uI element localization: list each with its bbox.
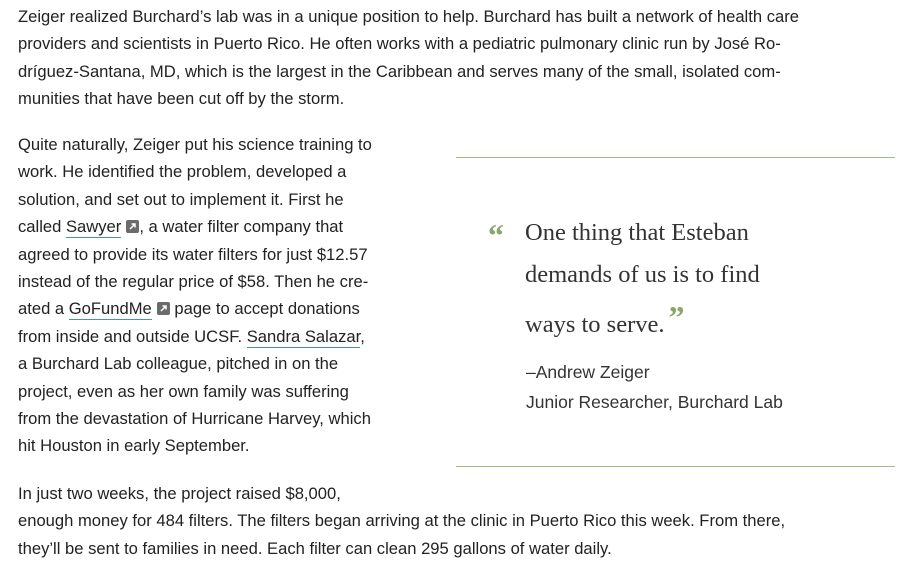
pullquote-bottom-rule xyxy=(456,466,895,467)
text-line: a Burchard Lab colleague, pitched in on the xyxy=(18,354,339,374)
intro-paragraph xyxy=(18,3,903,113)
text-line: solution, and set out to implement it. First he xyxy=(18,189,344,209)
text-line: they’ll be sent to families in need. Each filter can clean 295 gallons of water daily. xyxy=(18,538,612,558)
body-paragraph xyxy=(18,131,418,460)
pullquote-line: demands of us is to find xyxy=(525,261,760,288)
text-line: work. He identified the problem, developed a xyxy=(18,162,347,182)
text-line xyxy=(18,295,418,322)
sandra-salazar-link[interactable]: Sandra Salazar xyxy=(246,326,361,346)
text-line: providers and scientists in Puerto Rico. He often works with a pediatric pulmonary clinic run by José Ro- xyxy=(18,34,781,54)
text-line: enough money for 484 filters. The filters began arriving at the clinic in Puerto Rico this week. From there, xyxy=(18,511,786,531)
text-fragment: ated a xyxy=(18,299,69,319)
external-link-icon[interactable] xyxy=(126,220,139,233)
text-line: instead of the regular price of $58. Then he cre- xyxy=(18,272,369,292)
sawyer-link[interactable]: Sawyer xyxy=(65,217,122,237)
text-line: hit Houston in early September. xyxy=(18,436,250,456)
pullquote-top-rule xyxy=(456,157,895,158)
attribution-title: Junior Researcher, Burchard Lab xyxy=(526,392,783,412)
text-line xyxy=(18,213,418,240)
external-link-icon[interactable] xyxy=(157,302,170,315)
pullquote-attribution xyxy=(526,357,783,417)
text-line: agreed to provide its water filters for just $12.57 xyxy=(18,244,368,264)
gofundme-link[interactable]: GoFundMe xyxy=(68,299,152,319)
text-line: dríguez-Santana, MD, which is the largest in the Caribbean and serves many of the small, isolated com- xyxy=(18,61,781,81)
text-fragment: page to accept donations xyxy=(169,299,360,319)
pullquote-text: ways to serve. xyxy=(525,311,665,338)
text-line: Quite naturally, Zeiger put his science training to xyxy=(18,135,372,154)
close-quote-mark: ” xyxy=(668,299,685,335)
text-line: munities that have been cut off by the storm. xyxy=(18,89,345,109)
text-fragment: , xyxy=(360,326,365,346)
text-line: In just two weeks, the project raised $8,000, xyxy=(18,484,341,503)
text-fragment: from inside and outside UCSF. xyxy=(18,326,247,346)
attribution-name: –Andrew Zeiger xyxy=(526,362,650,382)
text-line xyxy=(18,323,418,350)
text-line: project, even as her own family was suffering xyxy=(18,381,349,401)
pullquote xyxy=(488,212,888,346)
text-fragment: called xyxy=(18,217,66,237)
text-line: from the devastation of Hurricane Harvey, which xyxy=(18,409,371,429)
pullquote-line: One thing that Esteban xyxy=(525,219,749,246)
text-line: Zeiger realized Burchard’s lab was in a unique position to help. Burchard has built a network of health care xyxy=(18,7,799,26)
open-quote-mark: “ xyxy=(488,217,504,253)
text-fragment: , a water filter company that xyxy=(139,217,344,237)
pullquote-line xyxy=(488,296,888,346)
outro-paragraph xyxy=(18,480,903,562)
